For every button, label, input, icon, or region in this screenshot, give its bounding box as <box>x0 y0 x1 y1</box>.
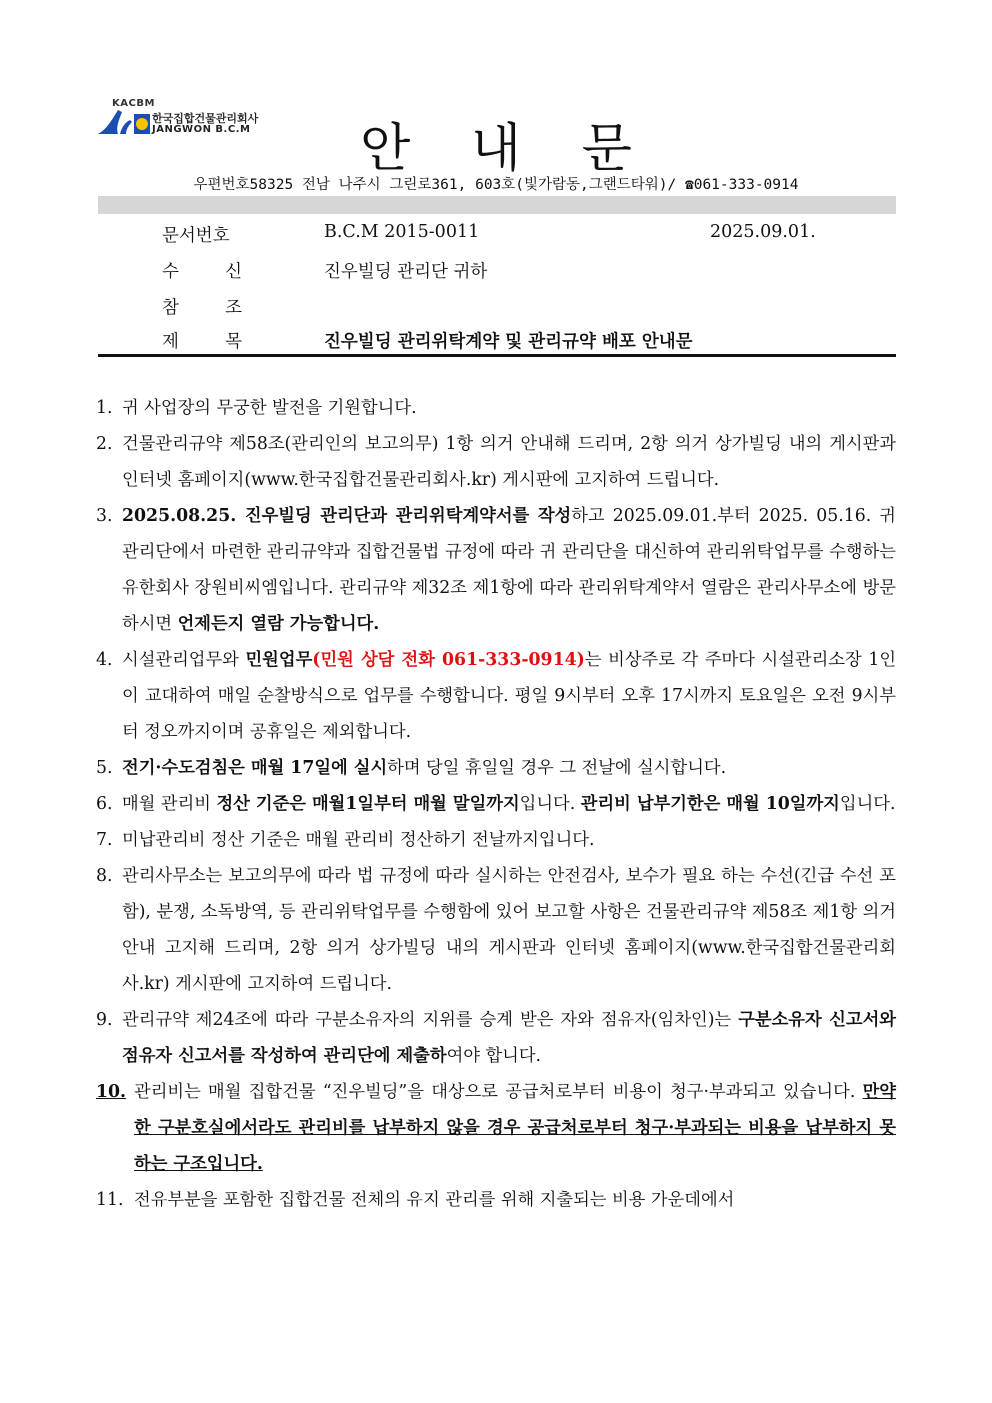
notice-item <box>96 822 896 858</box>
notice-text-run: 만약 한 구분호실에서라도 관리비를 납부하지 않을 경우 공급처로부터 청구·부과되는 비용을 납부하지 못하는 구조입니다. <box>134 1082 896 1174</box>
notice-text-run: 건물관리규약 제58조(관리인의 보고의무) 1항 의거 안내해 드리며, 2항 의거 상가빌딩 내의 게시판과 인터넷 홈페이지(www.한국집합건물관리회사.kr) 게시판에 고지하여 드립니다. <box>122 434 896 490</box>
logo-acronym: KACBM <box>112 98 155 109</box>
logo-company-name: 한국집합건물관리회사 <box>152 112 259 125</box>
notice-item-text <box>96 498 896 642</box>
doc-number-value: B.C.M 2015-0011 <box>324 222 480 242</box>
notice-text-run: 민원업무 <box>245 650 313 670</box>
notice-item <box>96 858 896 1002</box>
notice-item <box>96 642 896 750</box>
notice-text-run: 입니다. <box>839 794 896 814</box>
notice-item-text <box>96 1002 896 1074</box>
reference-label: 참 조 <box>162 298 242 318</box>
doc-number-label: 문서번호 <box>162 226 230 246</box>
logo-brand-name: JANGWON B.C.M <box>152 124 251 135</box>
notice-text-run: 입니다. <box>519 794 581 814</box>
notice-text-run: 전기·수도검침은 매월 17일에 실시 <box>122 758 388 778</box>
notice-text-run: (민원 상담 전화 061-333-0914) <box>312 650 585 670</box>
document-title: 안 내 문 <box>360 119 654 179</box>
notice-item <box>96 1002 896 1074</box>
notice-text-run: 관리사무소는 보고의무에 따라 법 규정에 따라 실시하는 안전검사, 보수가 필요 하는 수선(긴급 수선 포함), 분쟁, 소독방역, 등 관리위탁업무를 수행함에 있어 보고할 사항은 건물관리규약 제58조 제1항 의거 안내 고지해 드리며, 2항 의거 상가빌딩 내의 게시판과 인터넷 홈페이지(www.한국집합건물관리회사.kr) 게시판에 고지하여 드립니다. <box>122 866 896 994</box>
notice-text-run: 관리비 납부기한은 매월 10일까지 <box>580 794 840 814</box>
notice-item-text <box>96 822 896 858</box>
sender-address: 우편번호58325 전남 나주시 그린로361, 603호(빛가람동,그랜드타워)/ ☎061-333-0914 <box>193 177 799 193</box>
notice-item-number: 8. <box>96 866 113 886</box>
notice-text-run: 매월 관리비 <box>122 794 217 814</box>
notice-text-run: 는 비상주로 각 주마다 시설관리소장 1인이 교대하여 매일 순찰방식으로 업무를 수행합니다. 평일 9시부터 오후 17시까지 토요일은 오전 9시부터 정오까지이며 공휴일은 제외합니다. <box>122 650 897 742</box>
notice-item <box>96 786 896 822</box>
notice-item-number: 4. <box>96 650 113 670</box>
subject-label: 제 목 <box>162 332 242 352</box>
notice-item-text <box>96 642 896 750</box>
notice-item-text <box>96 1074 896 1182</box>
notice-item-number: 3. <box>96 506 113 526</box>
notice-item <box>96 1182 896 1218</box>
notice-text-run: 언제든지 열람 가능합니다. <box>177 614 380 634</box>
doc-date: 2025.09.01. <box>710 222 816 242</box>
notice-text-run: 귀 사업장의 무궁한 발전을 기원합니다. <box>122 398 417 418</box>
notice-text-run: 관리규약 제24조에 따라 구분소유자의 지위를 승계 받은 자와 점유자(임차인)는 <box>122 1010 739 1030</box>
notice-item <box>96 1074 896 1182</box>
notice-text-run: 관리비는 매월 집합건물 “진우빌딩”을 대상으로 공급처로부터 비용이 청구·부과되고 있습니다. <box>134 1082 863 1102</box>
recipient-value: 진우빌딩 관리단 귀하 <box>324 262 488 282</box>
notice-item <box>96 750 896 786</box>
notice-body <box>96 390 896 1218</box>
notice-item-number: 11. <box>96 1190 124 1210</box>
notice-item-text <box>96 858 896 1002</box>
notice-item-text <box>96 1182 896 1218</box>
notice-item-text <box>96 390 896 426</box>
notice-text-run: 정산 기준은 매월1일부터 매월 말일까지 <box>216 794 520 814</box>
notice-item-number: 1. <box>96 398 113 418</box>
recipient-label: 수 신 <box>162 262 242 282</box>
notice-item-number: 5. <box>96 758 113 778</box>
notice-text-run: 여야 합니다. <box>446 1046 542 1066</box>
notice-text-run: 구분소유자 신고서와 점유자 신고서를 작성하여 관리단에 제출하 <box>122 1010 896 1066</box>
notice-text-run: 하고 2025.09.01.부터 2025. 05.16. 귀 관리단에서 마련한 관리규약과 집합건물법 규정에 따라 귀 관리단을 대신하여 관리위탁업무를 수행하는 유한회사 장원비씨엠입니다. 관리규약 제32조 제1항에 따라 관리위탁계약서 열람은 관리사무소에 방문하시면 <box>122 506 896 634</box>
notice-item <box>96 390 896 426</box>
notice-item-text <box>96 786 896 822</box>
notice-text-run: 전유부분을 포함한 집합건물 전체의 유지 관리를 위해 지출되는 비용 가운데에서 <box>134 1190 735 1210</box>
notice-item-number: 6. <box>96 794 113 814</box>
header-rule <box>98 354 896 357</box>
subject-value: 진우빌딩 관리위탁계약 및 관리규약 배포 안내문 <box>324 332 693 352</box>
notice-text-run: 시설관리업무와 <box>122 650 246 670</box>
notice-text-run: 미납관리비 정산 기준은 매월 관리비 정산하기 전날까지입니다. <box>122 830 595 850</box>
notice-item <box>96 426 896 498</box>
notice-item-number: 2. <box>96 434 113 454</box>
notice-item-number: 7. <box>96 830 113 850</box>
notice-item-number: 9. <box>96 1010 113 1030</box>
notice-item-text <box>96 426 896 498</box>
notice-item <box>96 498 896 642</box>
notice-item-number: 10. <box>96 1082 127 1102</box>
header-band <box>98 196 896 214</box>
notice-item-text <box>96 750 896 786</box>
notice-text-run: 하며 당일 휴일일 경우 그 전날에 실시합니다. <box>387 758 727 778</box>
notice-text-run: 2025.08.25. 진우빌딩 관리단과 관리위탁계약서를 작성 <box>122 506 572 526</box>
